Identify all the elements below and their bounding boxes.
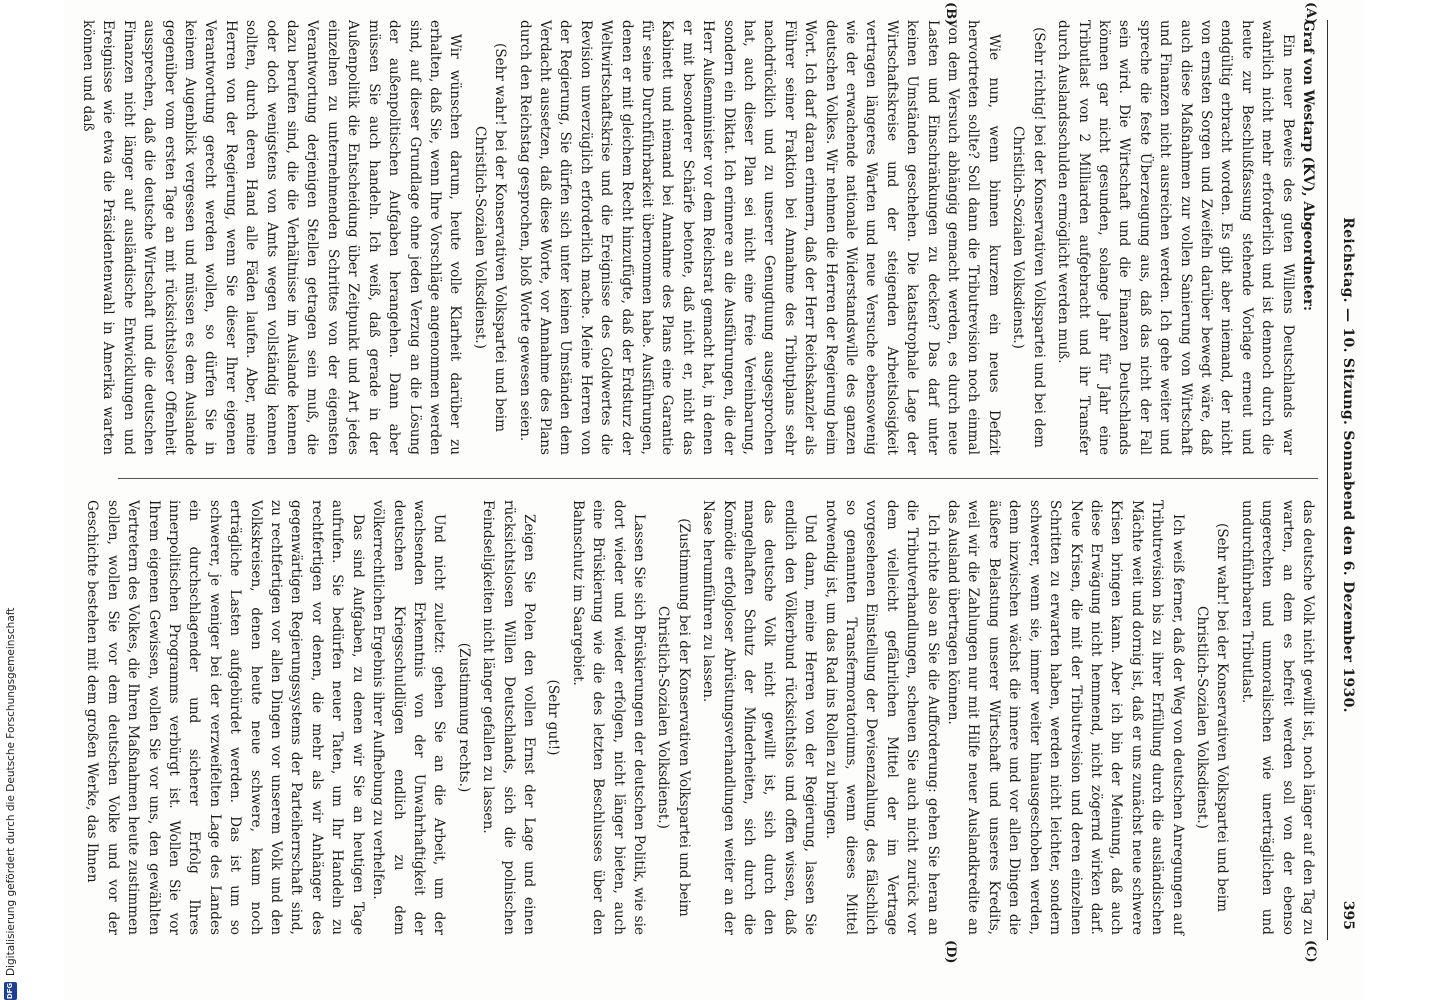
- margin-marker-a: (A): [1303, 2, 1318, 25]
- dfg-logo: DFG: [4, 982, 17, 1000]
- credit-text: Digitalisierung gefördert durch die Deutsche Forschungsgemeinschaft: [4, 607, 17, 976]
- speaker-line: [1298, 20, 1318, 455]
- column-divider: [118, 478, 1318, 479]
- paragraph: Und nicht zuletzt: gehen Sie an die Arbeit, um der wachsenden Erkenntnis von der Unwahrhaftigkeit der deutschen Kriegsschuldlügen endlich zu dem völkerrechtlichen Ergebnis ihrer Aufhebung zu verhelfen.: [370, 500, 448, 935]
- stage-direction: (Zustimmung bei der Konservativen Volkspartei und beim Christlich-Sozialen Volksdienst.): [655, 518, 692, 917]
- stage-direction: (Zustimmung rechts.): [455, 642, 472, 793]
- paragraph: Zeigen Sie Polen den vollen Ernst der Lage und einen rücksichtslosen Willen Deutschlands, sich die polnischen Feindseligkeiten nicht länger gefallen zu lassen.: [480, 500, 537, 935]
- paragraph: Ich richte also an Sie die Aufforderung: gehen Sie heran an die Tributverhandlungen, scheuen Sie auch nicht zurück vor dem vielleicht gefährlichen Mittel der im Vertrage vorgesehenen Einstellung der Devisenzahlung, des fälschlich so genannten Transfermoratoriums, wenn dieses Mittel notwendig ist, um das Rad ins Rollen zu bringen.: [822, 500, 941, 935]
- left-column: [80, 20, 1318, 455]
- rotated-document-page: [64, 0, 1364, 1000]
- header-rule: [1327, 20, 1328, 940]
- page-header: [1336, 60, 1358, 930]
- paragraph: das deutsche Volk nicht gewillt ist, noch länger auf den Tag zu warten, an dem es befreit werden soll von der ebenso ungerechten und unmoralischen wie unerträglichen und undurchführbaren Tributlast.: [1238, 500, 1316, 935]
- stage-direction: (Sehr gut!): [545, 679, 562, 756]
- margin-marker-b: (B): [943, 2, 958, 26]
- paragraph: Das sind Aufgaben, zu denen wir Sie an heutigen Tage aufrufen. Sie bedürfen neuer Taten, um Ihr Handeln zu rechtfertigen vor denen, die mehr als wir Anhänger des gegenwärtigen Regierungssystems der Parteiherrschaft sind, zu rechtfertigen vor allen Dingen vor unserem Volk und den Volkskreisen, denen heute neue schwere, kaum noch erträgliche Lasten aufgebürdet werden. Das ist um so schwerer, je weniger bei der verzweifelten Lage des Landes ein durchschlagender und sicherer Erfolg Ihres innerpolitischen Programms verbürgt ist. Wollen Sie vor Ihrem eigenen Gewissen, wollen Sie vor uns, den gewählten Vertretern des Volkes, die Ihren Maßnahmen heute zustimmen sollen, wollen Sie vor dem deutschen Volke und vor der Geschichte bestehen mit dem großen Werke, das Ihnen: [84, 500, 366, 935]
- paragraph: Lassen Sie sich Brüskierungen der deutschen Politik, wie sie dort wieder und wieder erfolgen, nicht länger bieten, auch eine Brüskierung wie die des letzten Beschlusses über den Bahnschutz im Saargebiet.: [569, 500, 647, 935]
- paragraph: Wir wünschen darum, heute volle Klarheit darüber zu erhalten, daß Sie, wenn Ihre Vorschläge angenommen werden sind, auf dieser Grundlage ohne jeden Verzug an die Lösung der außenpolitischen Aufgaben herangehen. Dann aber müssen Sie auch handeln. Ich weiß, daß gerade in der Außenpolitik die Entscheidung über Zeitpunkt und Art jedes einzelnen zu unternehmenden Schrittes von der eigensten Verantwortung derjenigen Stellen getragen sein muß, die dazu berufen sind, die die Verhältnisse im Auslande kennen oder doch wenigstens von Amts wegen vollständig kennen sollten, durch deren Hand alle Fäden laufen. Aber, meine Herren von der Regierung, wenn Sie dieser Ihrer eigenen Verantwortung gerecht werden wollen, so dürfen Sie in keinem Augenblick vergessen und müssen es dem Auslande gegenüber vom ersten Tage an mit rücksichtsloser Offenheit aussprechen, daß die deutsche Wirtschaft und die deutschen Finanzen nicht länger auf ausländische Entwicklungen und Ereignisse wie etwa die Präsidentenwahl in Amerika warten können und daß: [80, 20, 464, 455]
- margin-marker-d: (D): [943, 940, 958, 964]
- margin-marker-c: (C): [1303, 940, 1318, 963]
- speaker-name: Graf von Westarp (KV), Abgeordneter:: [1300, 20, 1316, 311]
- page-number: 395: [1340, 900, 1356, 930]
- right-column: [84, 500, 1318, 935]
- paragraph: Ein neuer Beweis des guten Willens Deutschlands war wahrlich nicht mehr erforderlich und ist dennoch durch die heute zur Beschlußfassung stehende Vorlage erneut und endgültig erbracht worden. Es gibt aber niemand, der nicht von ernsten Sorgen und Zweifeln darüber bewegt wäre, daß auch diese Maßnahmen zur vollen Sanierung von Wirtschaft und Finanzen nicht ausreichen werden. Ich gehe weiter und spreche die feste Überzeugung aus, daß das nicht der Fall sein wird. Die Wirtschaft und die Finanzen Deutschlands können gar nicht gesunden, solange Jahr für Jahr eine Tributlast von 2 Milliarden aufgebracht und ihr Transfer durch Auslandsschulden ermöglicht werden muß.: [1055, 20, 1296, 455]
- stage-direction: (Sehr wahr! bei der Konservativen Volkspartei und beim Christlich-Sozialen Volksdienst.): [471, 43, 509, 432]
- digitization-credit: [4, 400, 17, 1000]
- paragraph: Und dann, meine Herren von der Regierung, lassen Sie endlich den Völkerbund rücksichtslos und offen wissen, daß das deutsche Volk nicht gewillt ist, sich durch den mangelhaften Schutz der Minderheiten, sich durch die Komödie erfolgloser Abrüstungsverhandlungen weiter an der Nase herumführen zu lassen.: [700, 500, 819, 935]
- paragraph: Ich weiß ferner, daß der Weg von deutschen Anregungen auf Tributrevision bis zu ihrer Erfüllung durch die ausländischen Mächte weit und dornig ist, daß er uns zunächst neue schwere Krisen bringen kann. Aber ich bin der Meinung, daß auch diese Erwägung nicht hemmend, nicht zögernd wirken darf. Neue Krisen, die mit der Tributrevision und deren einzelnen Schritten zu erwarten haben, werden nicht leichter, sondern schwerer, wenn sie, immer weiter hinausgeschoben werden, denn inzwischen wächst die innere und vor allen Dingen die äußere Belastung unserer Wirtschaft und unseres Kredits, weil wir die Zahlungen nur mit Hilfe neuer Auslandkredite an das Ausland übertragen können.: [945, 500, 1186, 935]
- running-title: Reichstag. — 10. Sitzung. Sonnabend den 6. Dezember 1930.: [1340, 217, 1356, 713]
- stage-direction: (Sehr richtig! bei der Konservativen Volkspartei und bei dem Christlich-Sozialen Volksdienst.): [1010, 27, 1047, 448]
- paragraph: Wie nun, wenn binnen kurzem ein neues Defizit hervortreten sollte? Soll dann die Tributrevision noch einmal von dem Versuch abhängig gemacht werden, es durch neue Lasten und Einschränkungen zu decken? Das darf unter keinen Umständen geschehen. Die katastrophale Lage der Wirtschaftskreise und der steigenden Arbeitslosigkeit vertragen längeres Warten und neue Versuche ebensowenig wie der erwachende nationale Widerstandswille des ganzen deutschen Volkes. Wir nehmen die Herren der Regierung beim Wort. Ich darf daran erinnern, daß der Herr Reichskanzler als Führer seiner Fraktion bei Annahme des Tributplans sehr nachdrücklich und zu unserer Genugtuung ausgesprochen hat, auch dieser Plan sei nicht eine freie Vereinbarung, sondern ein Diktat. Ich erinnere an die Ausführungen, die der Herr Außenminister vor dem Reichsrat gemacht hat, in denen er mit besonderer Schärfe betonte, daß nicht er, nicht das Kabinett und niemand bei Annahme des Plans eine Garantie für seine Durchführbarkeit übernommen habe. Ausführungen, denen er mit gleichem Recht hinzufügte, daß der Erdsturz der Weltwirtschaftskrise und die Ereignisse des Goldwertes die Revision unverzüglich erforderlich mache. Meine Herren von der Regierung, Sie dürfen sich unter keinen Umständen dem Verdacht aussetzen, daß diese Worte, vor Annahme des Plans durch den Reichstag gesprochen, bloß Worte gewesen seien.: [516, 20, 1002, 455]
- stage-direction: (Sehr wahr! bei der Konservativen Volkspartei und beim Christlich-Sozialen Volksdienst.): [1193, 523, 1231, 912]
